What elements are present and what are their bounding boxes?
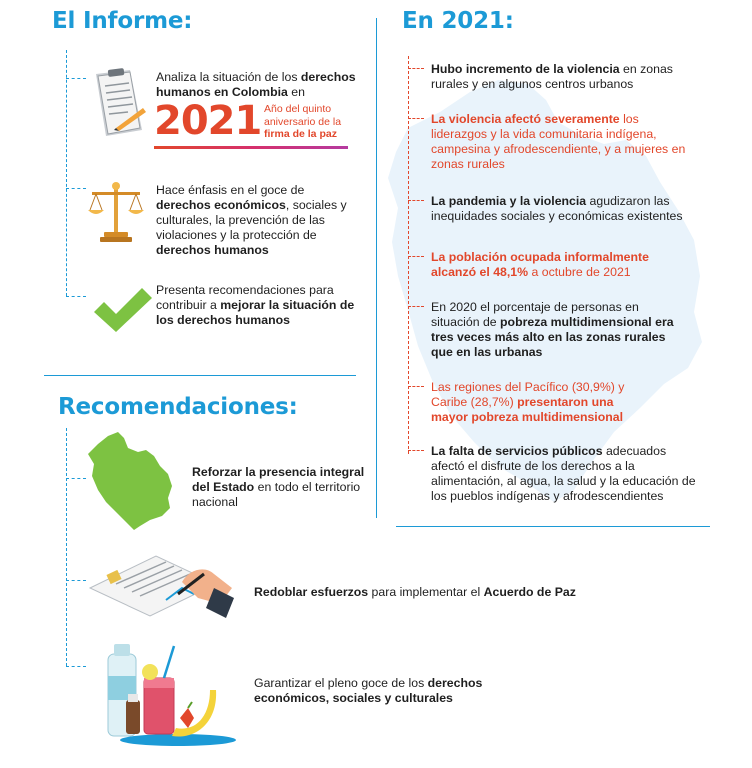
recomendaciones-heading: Recomendaciones: — [58, 394, 298, 420]
en2021-tick-4 — [408, 256, 424, 257]
en2021-point-5: En 2020 el porcentaje de personas en situación de pobreza multidimensional era tres veces más alto en las zonas rurales que en las urbanas — [431, 300, 674, 359]
checkmark-icon — [92, 286, 152, 334]
en2021-point-1: Hubo incremento de la violencia en zonas rurales y en algunos centros urbanos — [431, 62, 673, 91]
en2021-tick-5 — [408, 306, 424, 307]
food-and-drinks-icon — [92, 636, 242, 748]
informe-heading: El Informe: — [52, 8, 193, 34]
informe-item-1-text: Analiza la situación de los derechos humanos en Colombia en — [156, 70, 356, 99]
recomendaciones-item-3-text: Garantizar el pleno goce de los derechos económicos, sociales y culturales — [254, 676, 483, 705]
clipboard-icon — [88, 68, 148, 140]
recomendaciones-connector — [66, 428, 67, 666]
informe-tick-1 — [66, 78, 86, 79]
en2021-point-2: La violencia afectó severamente los liderazgos y la vida comunitaria indígena, campesina y afrodescendiente, y a mujeres en zonas rurales — [431, 112, 686, 171]
informe-tick-3 — [66, 296, 86, 297]
divider-informe — [44, 375, 356, 376]
recomendaciones-tick-2 — [66, 580, 86, 581]
en2021-connector — [408, 56, 409, 454]
signing-document-icon — [86, 548, 236, 620]
recomendaciones-tick-3 — [66, 666, 86, 667]
recomendaciones-item-2-text: Redoblar esfuerzos para implementar el Acuerdo de Paz — [254, 585, 576, 599]
year-note: Año del quinto aniversario de la firma de la paz — [264, 103, 342, 140]
year-2021: 2021 — [154, 98, 262, 144]
en2021-tick-3 — [408, 200, 424, 201]
recomendaciones-item-1-text: Reforzar la presencia integral del Estado en todo el territorio nacional — [192, 465, 365, 509]
divider-en2021 — [396, 526, 710, 527]
column-divider-top — [376, 18, 377, 518]
en2021-point-6: Las regiones del Pacífico (30,9%) y Caribe (28,7%) presentaron una mayor pobreza multidimensional — [431, 380, 625, 424]
en2021-tick-1 — [408, 68, 424, 69]
en2021-point-4: La población ocupada informalmente alcanzó el 48,1% a octubre de 2021 — [431, 250, 649, 279]
en2021-tick-2 — [408, 118, 424, 119]
en2021-tick-7 — [408, 450, 424, 451]
informe-tick-2 — [66, 188, 86, 189]
colombia-map-icon — [84, 430, 180, 532]
en2021-point-7: La falta de servicios públicos adecuados afectó el disfrute de los derechos a la alimentación, al agua, la salud y la educación de los pueblos indígenas y afrodescendientes — [431, 444, 696, 503]
informe-connector — [66, 50, 67, 296]
scales-of-justice-icon — [86, 180, 146, 244]
recomendaciones-tick-1 — [66, 478, 86, 479]
informe-item-3-text: Presenta recomendaciones para contribuir a mejorar la situación de los derechos humanos — [156, 283, 355, 327]
informe-item-2-text: Hace énfasis en el goce de derechos económicos, sociales y culturales, la prevención de las violaciones y la protección de derechos humanos — [156, 183, 347, 257]
en2021-heading: En 2021: — [402, 8, 514, 34]
year-underline — [154, 146, 348, 149]
en2021-point-3: La pandemia y la violencia agudizaron las inequidades sociales y económicas existentes — [431, 194, 683, 223]
en2021-tick-6 — [408, 386, 424, 387]
